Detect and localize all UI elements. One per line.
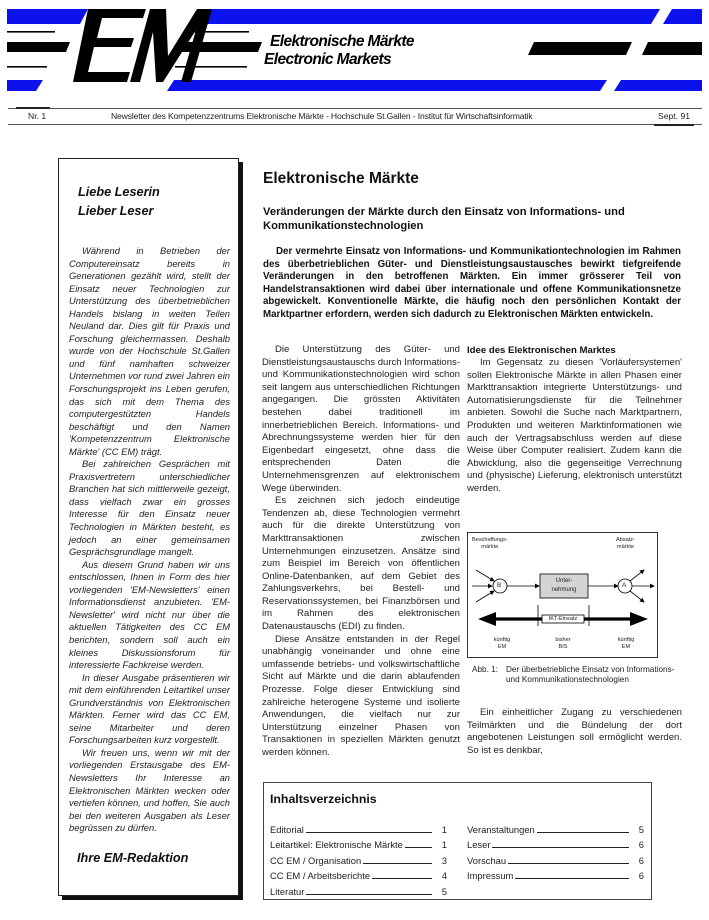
greeting-line-2: Lieber Leser [78,204,154,218]
article-lead-paragraph: Der vermehrte Einsatz von Informations- und Kommunikationtechnologien im Rahmen des überbetrieblichen Güter- und Dienstleistungsaustausches bewirkt tiefgreifende Veränderungen in den betroffenen Märkten. Ein immer grösserer Teil von Handelstransaktionen wird dabei über internationale und offene Kommunikationsnetze abgewickelt. Konventionelle Märkte, die häufig noch den persönlichen Kontakt der Marktpartner erfordern, werden sich dadurch zu Elektronischen Märkten entwickeln. [263,246,681,320]
toc-entry[interactable]: Veranstaltungen 5 [467,823,644,835]
greeting-line-1: Liebe Leserin [78,185,160,199]
article-paragraph: Es zeichnen sich jedoch eindeutige Tendenzen ab, diese Technologien vermehrt auch für die direkte Unterstützung von Markttransaktionen zwischen Unternehmungen einzusetzen. Ansätze sind zum Beispiel im Bereich von öffentlichen Online-Datenbanken, auf dem Gebiet des Zahlungsverkehrs, bei Bestell- und Reservationssystemen, bei Finanzbörsen und im Rahmen des elektronischen Datenaustauschs (EDI) zu finden. [262,495,460,633]
label-sales-markets: Absatz- märkte [616,537,635,550]
toc-title: Inhaltsverzeichnis [270,792,377,806]
node-b: B [497,582,502,589]
figure-caption [472,665,687,686]
masthead-title-german: Elektronische Märkte [270,33,414,50]
article-paragraph: Ein einheitlicher Zugang zu verschiedenen Teilmärkten und die Bündelung der dort angebotenen Leistungen soll ermöglicht werden. So ist es denkbar, [467,707,682,756]
toc-entry[interactable]: Impressum 6 [467,870,644,882]
label-procurement-markets: Beschaffungs- märkte [472,537,508,550]
company-box: Unter- nehmung [551,578,577,593]
table-of-contents [263,782,652,900]
toc-entry[interactable]: Vorschau 6 [467,854,644,866]
article-paragraph: Die Unterstützung des Güter- und Dienstleistungsaustauschs durch Informations- und Kommunikationstechnologien wird schon seit langem aus unterschiedlichen Richtungen angegangen. Die grössten Aktivitäten bestehen dabei traditionell im innerbetrieblichen Bereich. Informations- und Abrechnungssysteme werden hier für den Eigenbedarf eingesetzt, ohne dass die entsprechenden Daten die Unternehmensgrenzen auf elektronischem Wege überwinden. [262,344,460,494]
info-bar [8,108,702,125]
caption-text: Der überbetriebliche Einsatz von Informations- und Kommunikationstechnologien [506,665,675,685]
toc-entry[interactable]: Leser 6 [467,839,644,851]
editorial-signature: Ihre EM-Redaktion [77,851,189,865]
editorial-box [58,158,239,896]
node-a: A [622,582,627,589]
label-current-bis: bisher BIS [555,637,571,650]
editorial-body [69,245,230,835]
article-subtitle: Veränderungen der Märkte durch den Einsatz von Informations- und Kommunikationstechnologien [263,206,625,232]
editorial-paragraph: Aus diesem Grund haben wir uns entschlossen, Ihnen in Form des hier vorliegenden 'EM-Newsletters' einen Informationsdienst anzubieten. 'EM-Newsletter' wird nicht nur über die aktuellen Tätigkeiten des CC EM berichten, sondern soll auch ein kleines Diskussionsforum für interessierte Fachkreise werden. [69,559,230,671]
toc-entry[interactable]: Editorial 1 [270,823,447,835]
article-paragraph: Diese Ansätze entstanden in der Regel unabhängig voneinander und ohne eine umfassende betriebs- und volkswirtschaftliche Sicht auf Märkte und die darin ablaufenden Prozesse. Folge dieser Entwicklung sind zahlreiche heterogene Systeme und isolierte Anwendungen, die vielfach nur zur Unterstützung einzelner Phasen von Transaktionen in speziellen Märkten genutzt werden können. [262,633,460,758]
label-future-em-left: künftig EM [493,637,511,650]
editorial-greeting [78,183,160,221]
issue-number: Nr. 1 [28,111,47,121]
toc-entry[interactable]: Leitartikel: Elektronische Märkte 1 [270,839,447,851]
ikt-label: IKT-Einsatz [548,615,578,622]
editorial-paragraph: Während in Betrieben der Computereinsatz bereits in Generationen gezählt wird, stellt der Einsatz neuer Technologien zur Unterstützung des überbetrieblichen Handels bislang in weiten Teilen Neuland dar. Dies gilt für Praxis und Forschung gleichermassen. Deshalb wurde von der Hochschule St.Gallen und fünf namhaften schweizer Unternehmen vor rund zwei Jahren ein Forschungsprojekt ins Leben gerufen, das sich mit dem Thema des computergestützten Handels beschäftigt und den Namen 'Kompetenzzentrum Elektronische Märkte' (CC EM) trägt. [69,246,231,457]
masthead-title-english: Electronic Markets [264,51,392,68]
label-future-em-right: künftig EM [617,637,635,650]
toc-column-left [270,819,447,897]
newsletter-tagline: Newsletter des Kompetenzzentrums Elektronische Märkte - Hochschule St.Gallen - Institut für Wirtschaftsinformatik [111,111,533,121]
masthead [0,0,709,100]
caption-number: Abb. 1: [472,665,498,674]
toc-entry[interactable]: CC EM / Organisation 3 [270,854,447,866]
figure-diagram [467,532,658,658]
toc-column-right [467,819,644,881]
editorial-paragraph: Bei zahlreichen Gesprächen mit Praxisvertretern unterschiedlicher Branchen hat sich mittlerweile gezeigt, dass vielfach zwar ein grosses Interesse für den Einsatz neuer Technologien in Märkten besteht, es jedoch an einer gemeinsamen Gesprächsgrundlage mangelt. [69,459,230,558]
editorial-paragraph: Wir freuen uns, wenn wir mit der vorliegenden Erstausgabe des EM-Newsletters Ihr Interesse an Elektronischen Märkten wecken oder vertiefen können, und hoffen, Sie auch bei den weiteren Ausgaben als Leser begrüssen zu dürfen. [69,747,230,834]
toc-entry[interactable]: Literatur 5 [270,885,447,897]
editorial-paragraph: In dieser Ausgabe präsentieren wir mit dem einführenden Leitartikel unser Grundverständnis von Elektronischen Märkten. Ferner wird das CC EM, seine Mitarbeiter und deren Forschungsarbeiten kurz vorgestellt. [69,672,230,746]
article-column-left [262,344,460,760]
issue-date: Sept. 91 [657,111,690,121]
article-title: Elektronische Märkte [263,170,419,187]
toc-entry[interactable]: CC EM / Arbeitsberichte 4 [270,870,447,882]
article-paragraph: Im Gegensatz zu diesen 'Vorläufersystemen' sollen Elektronische Märkte in allen Phasen einer Markttransaktion integrierte Unterstützungs- und Automatisierungsdienste für die Teilnehmer anbieten. Sowohl die Suche nach Marktpartnern, Produkten und weiteren Marktinformationen wie auch der Vertragsabschluss werden auf diese Weise über Computer realisiert. Zudem kann die Abwicklung, also die gegenseitige Verrechnung und (physische) Lieferung, elektronisch unterstützt werden. [467,357,682,494]
section-heading: Idee des Elektronischen Marktes [467,345,616,356]
